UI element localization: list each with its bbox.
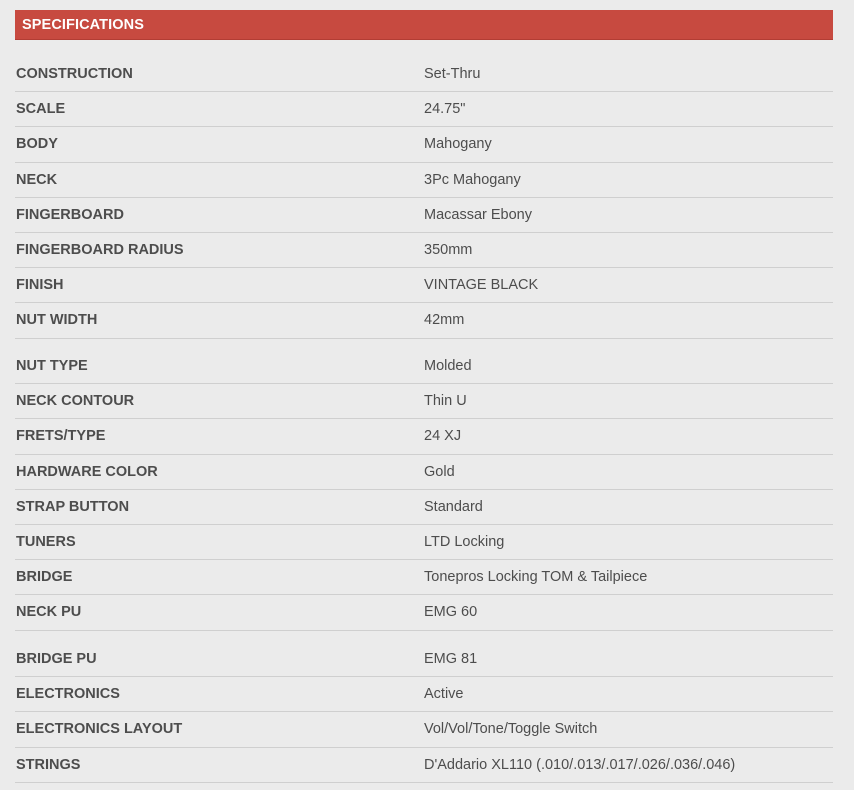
spec-label: STRINGS xyxy=(16,756,81,773)
spec-group-1 xyxy=(15,57,833,339)
spec-value: 42mm xyxy=(424,312,465,329)
spec-label: BRIDGE PU xyxy=(16,651,97,668)
spec-value: Macassar Ebony xyxy=(424,206,532,223)
spec-row xyxy=(15,677,833,712)
spec-value: D'Addario XL110 (.010/.013/.017/.026/.036/.046) xyxy=(424,756,736,773)
spec-row xyxy=(15,455,833,490)
spec-row xyxy=(15,525,833,560)
spec-row xyxy=(15,748,833,783)
spec-row xyxy=(15,349,833,384)
spec-value: EMG 60 xyxy=(424,604,478,621)
spec-row xyxy=(15,198,833,233)
spec-label: FRETS/TYPE xyxy=(16,428,106,445)
specifications-header xyxy=(15,10,833,40)
spec-label: BODY xyxy=(16,136,58,153)
spec-row xyxy=(15,303,833,338)
spec-label: ELECTRONICS LAYOUT xyxy=(16,721,183,738)
spec-label: NECK PU xyxy=(16,604,82,621)
spec-label: NECK CONTOUR xyxy=(16,393,135,410)
spec-value: Molded xyxy=(424,358,472,375)
spec-row xyxy=(15,268,833,303)
spec-value: 3Pc Mahogany xyxy=(424,171,521,188)
spec-value: EMG 81 xyxy=(424,651,478,668)
spec-row xyxy=(15,712,833,747)
spec-label: BRIDGE xyxy=(16,569,73,586)
spec-value: Mahogany xyxy=(424,136,492,153)
spec-value: Standard xyxy=(424,498,483,515)
spec-row xyxy=(15,57,833,92)
spec-row xyxy=(15,419,833,454)
spec-row xyxy=(15,490,833,525)
spec-value: 350mm xyxy=(424,242,473,259)
spec-row xyxy=(15,127,833,162)
spec-value: Set-Thru xyxy=(424,66,481,83)
spec-row xyxy=(15,92,833,127)
spec-label: NUT WIDTH xyxy=(16,312,98,329)
spec-row xyxy=(15,233,833,268)
spec-row xyxy=(15,595,833,630)
spec-value: Vol/Vol/Tone/Toggle Switch xyxy=(424,721,598,738)
spec-value: Thin U xyxy=(424,393,467,410)
section-title: SPECIFICATIONS xyxy=(22,17,144,33)
spec-value: VINTAGE BLACK xyxy=(424,277,539,294)
spec-value: Gold xyxy=(424,463,455,480)
spec-row xyxy=(15,384,833,419)
spec-group-2 xyxy=(15,349,833,631)
spec-label: STRAP BUTTON xyxy=(16,498,130,515)
spec-row xyxy=(15,642,833,677)
spec-label: FINISH xyxy=(16,277,64,294)
spec-value: LTD Locking xyxy=(424,534,505,551)
spec-label: NECK xyxy=(16,171,58,188)
spec-value: 24.75" xyxy=(424,101,466,118)
spec-label: FINGERBOARD RADIUS xyxy=(16,242,184,259)
spec-value: 24 XJ xyxy=(424,428,462,445)
spec-label: TUNERS xyxy=(16,534,76,551)
spec-row xyxy=(15,163,833,198)
spec-value: Active xyxy=(424,686,464,703)
spec-label: SCALE xyxy=(16,101,66,118)
spec-value: Tonepros Locking TOM & Tailpiece xyxy=(424,569,648,586)
spec-group-3 xyxy=(15,642,833,783)
spec-label: ELECTRONICS xyxy=(16,686,120,703)
spec-label: HARDWARE COLOR xyxy=(16,463,158,480)
spec-label: FINGERBOARD xyxy=(16,206,124,223)
spec-label: CONSTRUCTION xyxy=(16,66,133,83)
spec-row xyxy=(15,560,833,595)
spec-label: NUT TYPE xyxy=(16,358,88,375)
